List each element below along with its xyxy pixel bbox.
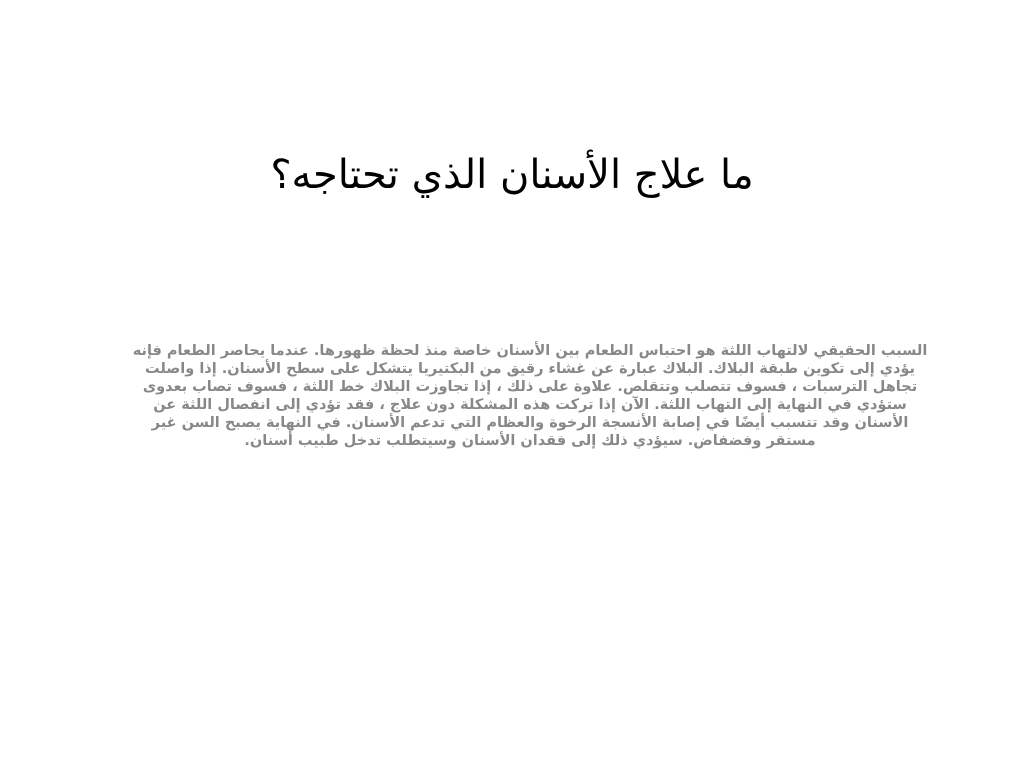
- slide-title: ما علاج الأسنان الذي تحتاجه؟: [270, 152, 754, 198]
- slide-body-text: السبب الحقيقي لالتهاب اللثة هو احتباس الطعام بين الأسنان خاصة منذ لحظة ظهورها. عندما يحاصر الطعام فإنه يؤدي إلى تكوين طبقة البلاك. البلاك عبارة عن غشاء رقيق من البكتيريا يتشكل على سطح الأسنان. إذا واصلت تجاهل الترسبات ، فسوف تتصلب وتتقلص. علاوة على ذلك ، إذا تجاوزت البلاك خط اللثة ، فسوف تصاب بعدوى ستؤدي في النهاية إلى التهاب اللثة. الآن إذا تركت هذه المشكلة دون علاج ، فقد تؤدي إلى انفصال اللثة عن الأسنان وقد تتسبب أيضًا في إصابة الأنسجة الرخوة والعظام التي تدعم الأسنان. في النهاية يصبح السن غير مستقر وفضفاض. سيؤدي ذلك إلى فقدان الأسنان وسيتطلب تدخل طبيب أسنان.: [132, 343, 928, 449]
